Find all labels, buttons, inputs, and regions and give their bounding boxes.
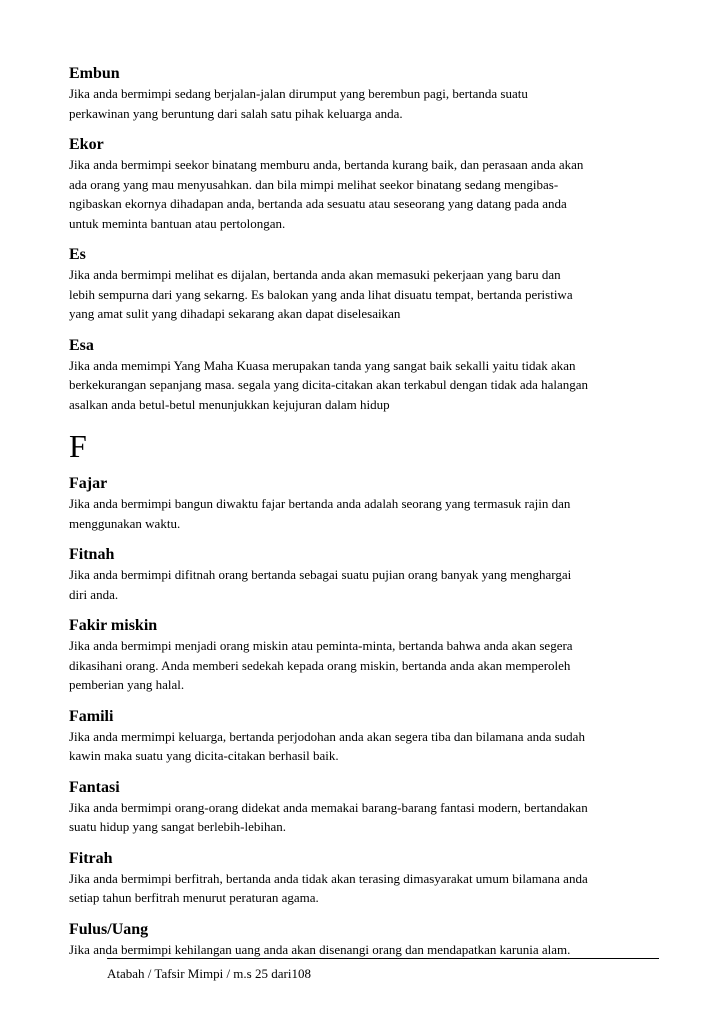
entry-title: Fakir miskin: [69, 617, 158, 634]
entry-title: Fitrah: [69, 849, 113, 867]
entry-title: Embun: [69, 65, 120, 82]
letter-heading: F: [69, 428, 87, 464]
entry-text: Jika anda memimpi Yang Maha Kuasa merupakan tanda yang sangat baik sekalli yaitu tidak akan berkekurangan sepanjang masa. segala yang dicita-citakan akan terkabul dengan tidak ada halangan asalkan anda betul-betul menunjukkan kejujuran dalam hidup: [69, 357, 589, 412]
entry-fitrah: [69, 849, 669, 908]
entry-es: [69, 245, 669, 324]
entry-text: Jika anda bermimpi sedang berjalan-jalan dirumput yang berembun pagi, bertanda suatu perkawinan yang beruntung dari salah satu pihak keluarga anda.: [69, 86, 528, 121]
entry-text: Jika anda bermimpi orang-orang didekat anda memakai barang-barang fantasi modern, bertandakan suatu hidup yang sangat berlebih-lebihan.: [69, 799, 588, 834]
entry-title: Fulus/Uang: [69, 920, 149, 938]
entry-title: Fantasi: [69, 778, 120, 796]
dictionary-entries: [69, 64, 669, 971]
entry-fajar: [69, 474, 669, 533]
entry-famili: [69, 707, 669, 766]
entry-esa: [69, 336, 669, 415]
entry-title: Fajar: [69, 475, 108, 492]
page-footer: [107, 958, 659, 983]
entry-fitnah: [69, 545, 669, 604]
entry-title: Esa: [69, 336, 94, 354]
entry-fakir-miskin: [69, 616, 669, 695]
entry-text: Jika anda bermimpi bangun diwaktu fajar bertanda anda adalah seorang yang termasuk rajin dan menggunakan waktu.: [69, 496, 571, 531]
entry-embun: [69, 64, 669, 123]
entry-title: Es: [69, 246, 86, 263]
entry-text: Jika anda bermimpi menjadi orang miskin atau peminta-minta, bertanda bahwa anda akan segera dikasihani orang. Anda memberi sedekah kepada orang miskin, bertanda anda akan memperoleh pemberian yang halal.: [69, 638, 573, 692]
entry-text: Jika anda bermimpi berfitrah, bertanda anda tidak akan terasing dimasyarakat umum bilamana anda setiap tahun berfitrah menurut peraturan agama.: [69, 870, 588, 905]
entry-fantasi: [69, 778, 669, 837]
entry-title: Famili: [69, 707, 114, 725]
footer-text: Atabah / Tafsir Mimpi / m.s 25 dari108: [107, 966, 311, 981]
entry-text: Jika anda bermimpi melihat es dijalan, bertanda anda akan memasuki pekerjaan yang baru dan lebih sempurna dari yang sekarng. Es balokan yang anda lihat disuatu tempat, bertanda peristiwa yang amat sulit yang dihadapi sekarang akan dapat diselesaikan: [69, 267, 573, 321]
entry-text: Jika anda bermimpi kehilangan uang anda akan disenangi orang dan mendapatkan karunia alam.: [69, 941, 571, 957]
entry-text: Jika anda bermimpi seekor binatang memburu anda, bertanda kurang baik, dan perasaan anda akan ada orang yang mau menyusahkan. dan bila mimpi melihat seekor binatang sedang mengibas- ngibaskan ekornya dihadapan anda, bertanda ada sesuatu atau seseorang yang datang pada anda untuk meminta bantuan atau pertolongan.: [69, 157, 584, 231]
entry-text: Jika anda bermimpi difitnah orang bertanda sebagai suatu pujian orang banyak yang menghargai diri anda.: [69, 567, 572, 602]
entry-fulus-uang: [69, 920, 669, 960]
footer-divider: [107, 958, 659, 959]
entry-title: Ekor: [69, 136, 104, 153]
entry-text: Jika anda mermimpi keluarga, bertanda perjodohan anda akan segera tiba dan bilamana anda sudah kawin maka suatu yang dicita-citakan berhasil baik.: [69, 728, 585, 763]
entry-ekor: [69, 135, 669, 233]
entry-title: Fitnah: [69, 546, 115, 563]
